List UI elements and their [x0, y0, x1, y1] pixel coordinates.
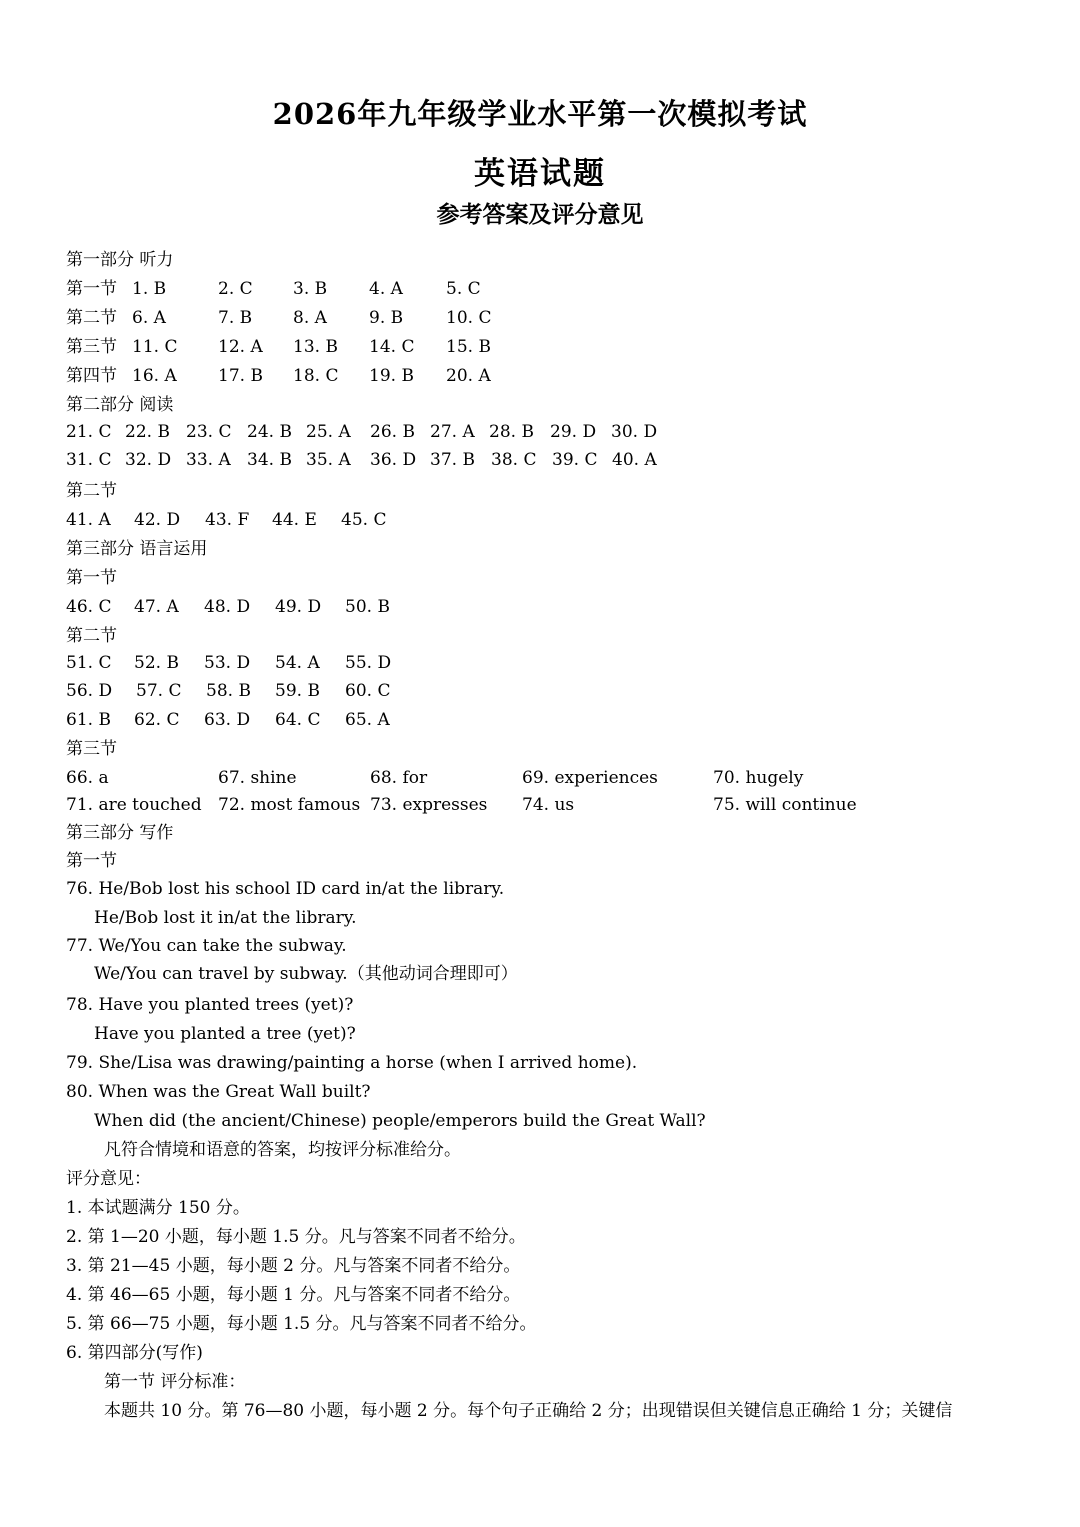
answer-item: 29. D: [550, 422, 597, 442]
writing-answer-line: 78. Have you planted trees (yet)?: [66, 995, 354, 1015]
answer-item: 36. D: [370, 450, 417, 470]
part1-sec4-label: 第四节: [66, 366, 117, 386]
answer-item: 9. B: [369, 308, 404, 328]
grading-item: 5. 第 66—75 小题，每小题 1.5 分。凡与答案不同者不给分。: [66, 1314, 537, 1334]
answer-item: 72. most famous: [218, 795, 361, 815]
grading-heading: 评分意见：: [66, 1169, 151, 1189]
answer-item: 14. C: [369, 337, 415, 357]
grading-item: 2. 第 1—20 小题，每小题 1.5 分。凡与答案不同者不给分。: [66, 1227, 526, 1247]
answer-item: 69. experiences: [522, 768, 658, 788]
answer-item: 11. C: [132, 337, 178, 357]
answer-item: 23. C: [186, 422, 232, 442]
answer-item: 52. B: [134, 653, 179, 673]
part1-sec3-label: 第三节: [66, 337, 117, 357]
answer-item: 8. A: [293, 308, 327, 328]
answer-item: 41. A: [66, 510, 111, 530]
answer-key-subtitle: 参考答案及评分意见: [436, 201, 644, 228]
answer-item: 17. B: [218, 366, 263, 386]
answer-item: 63. D: [204, 710, 251, 730]
answer-item: 3. B: [293, 279, 328, 299]
grading-item: 3. 第 21—45 小题，每小题 2 分。凡与答案不同者不给分。: [66, 1256, 521, 1276]
answer-item: 67. shine: [218, 768, 297, 788]
answer-item: 20. A: [446, 366, 491, 386]
answer-item: 44. E: [272, 510, 317, 530]
answer-item: 65. A: [345, 710, 390, 730]
answer-item: 2. C: [218, 279, 253, 299]
writing-answer-note: 凡符合情境和语意的答案，均按评分标准给分。: [104, 1140, 461, 1160]
answer-item: 37. B: [430, 450, 475, 470]
grading-sub-text: 本题共 10 分。第 76—80 小题，每小题 2 分。每个句子正确给 2 分；出现错误但关键信息正确给 1 分；关键信: [104, 1401, 953, 1421]
answer-item: 33. A: [186, 450, 231, 470]
part4-sec1-label: 第一节: [66, 851, 117, 871]
writing-answer-line: 80. When was the Great Wall built?: [66, 1082, 371, 1102]
answer-item: 64. C: [275, 710, 321, 730]
answer-item: 6. A: [132, 308, 166, 328]
answer-item: 19. B: [369, 366, 414, 386]
answer-item: 48. D: [204, 597, 251, 617]
answer-item: 71. are touched: [66, 795, 202, 815]
answer-item: 59. B: [275, 681, 320, 701]
answer-item: 35. A: [306, 450, 351, 470]
part1-sec1-label: 第一节: [66, 279, 117, 299]
answer-item: 62. C: [134, 710, 180, 730]
answer-item: 73. expresses: [370, 795, 488, 815]
answer-item: 21. C: [66, 422, 112, 442]
answer-item: 7. B: [218, 308, 253, 328]
part2-sec2-label: 第二节: [66, 481, 117, 501]
answer-item: 28. B: [489, 422, 534, 442]
answer-item: 1. B: [132, 279, 167, 299]
answer-item: 12. A: [218, 337, 263, 357]
grading-sub-heading: 第一节 评分标准：: [104, 1372, 246, 1392]
answer-item: 31. C: [66, 450, 112, 470]
writing-answer-line: When did (the ancient/Chinese) people/emperors build the Great Wall?: [94, 1111, 706, 1131]
answer-item: 18. C: [293, 366, 339, 386]
answer-item: 68. for: [370, 768, 428, 788]
part3-sec3-label: 第三节: [66, 739, 117, 759]
answer-item: 49. D: [275, 597, 322, 617]
answer-item: 5. C: [446, 279, 481, 299]
part1-sec2-label: 第二节: [66, 308, 117, 328]
writing-answer-line: 76. He/Bob lost his school ID card in/at the library.: [66, 879, 505, 899]
answer-item: 56. D: [66, 681, 113, 701]
answer-item: 25. A: [306, 422, 351, 442]
writing-answer-line: 79. She/Lisa was drawing/painting a horse (when I arrived home).: [66, 1053, 638, 1073]
answer-item: 57. C: [136, 681, 182, 701]
writing-answer-line: Have you planted a tree (yet)?: [94, 1024, 356, 1044]
answer-item: 24. B: [247, 422, 292, 442]
answer-item: 16. A: [132, 366, 177, 386]
answer-item: 4. A: [369, 279, 403, 299]
writing-answer-line: We/You can travel by subway.（其他动词合理即可）: [94, 964, 518, 984]
writing-answer-line: He/Bob lost it in/at the library.: [94, 908, 357, 928]
exam-title: 2026年九年级学业水平第一次模拟考试: [272, 97, 808, 131]
writing-answer-line: 77. We/You can take the subway.: [66, 936, 347, 956]
answer-item: 40. A: [612, 450, 657, 470]
part3-heading: 第三部分 语言运用: [66, 539, 208, 559]
grading-item: 6. 第四部分(写作): [66, 1343, 203, 1363]
answer-item: 38. C: [491, 450, 537, 470]
grading-item: 4. 第 46—65 小题，每小题 1 分。凡与答案不同者不给分。: [66, 1285, 521, 1305]
answer-item: 30. D: [611, 422, 658, 442]
answer-item: 22. B: [125, 422, 170, 442]
answer-item: 46. C: [66, 597, 112, 617]
answer-item: 27. A: [430, 422, 475, 442]
part3-sec2-label: 第二节: [66, 626, 117, 646]
answer-item: 66. a: [66, 768, 109, 788]
answer-item: 10. C: [446, 308, 492, 328]
part4-heading: 第三部分 写作: [66, 823, 174, 843]
subject-title: 英语试题: [474, 156, 606, 192]
answer-item: 58. B: [206, 681, 251, 701]
part2-heading: 第二部分 阅读: [66, 395, 174, 415]
answer-item: 53. D: [204, 653, 251, 673]
answer-item: 15. B: [446, 337, 491, 357]
answer-item: 75. will continue: [713, 795, 857, 815]
answer-item: 43. F: [205, 510, 250, 530]
answer-item: 61. B: [66, 710, 111, 730]
answer-item: 55. D: [345, 653, 392, 673]
answer-item: 42. D: [134, 510, 181, 530]
answer-item: 34. B: [247, 450, 292, 470]
answer-item: 32. D: [125, 450, 172, 470]
answer-item: 70. hugely: [713, 768, 804, 788]
answer-item: 74. us: [522, 795, 575, 815]
answer-item: 51. C: [66, 653, 112, 673]
answer-item: 47. A: [134, 597, 179, 617]
part1-heading: 第一部分 听力: [66, 250, 174, 270]
part3-sec1-label: 第一节: [66, 568, 117, 588]
answer-item: 45. C: [341, 510, 387, 530]
answer-item: 13. B: [293, 337, 338, 357]
answer-item: 50. B: [345, 597, 390, 617]
answer-item: 54. A: [275, 653, 320, 673]
answer-item: 39. C: [552, 450, 598, 470]
answer-item: 60. C: [345, 681, 391, 701]
grading-item: 1. 本试题满分 150 分。: [66, 1198, 250, 1218]
answer-item: 26. B: [370, 422, 415, 442]
